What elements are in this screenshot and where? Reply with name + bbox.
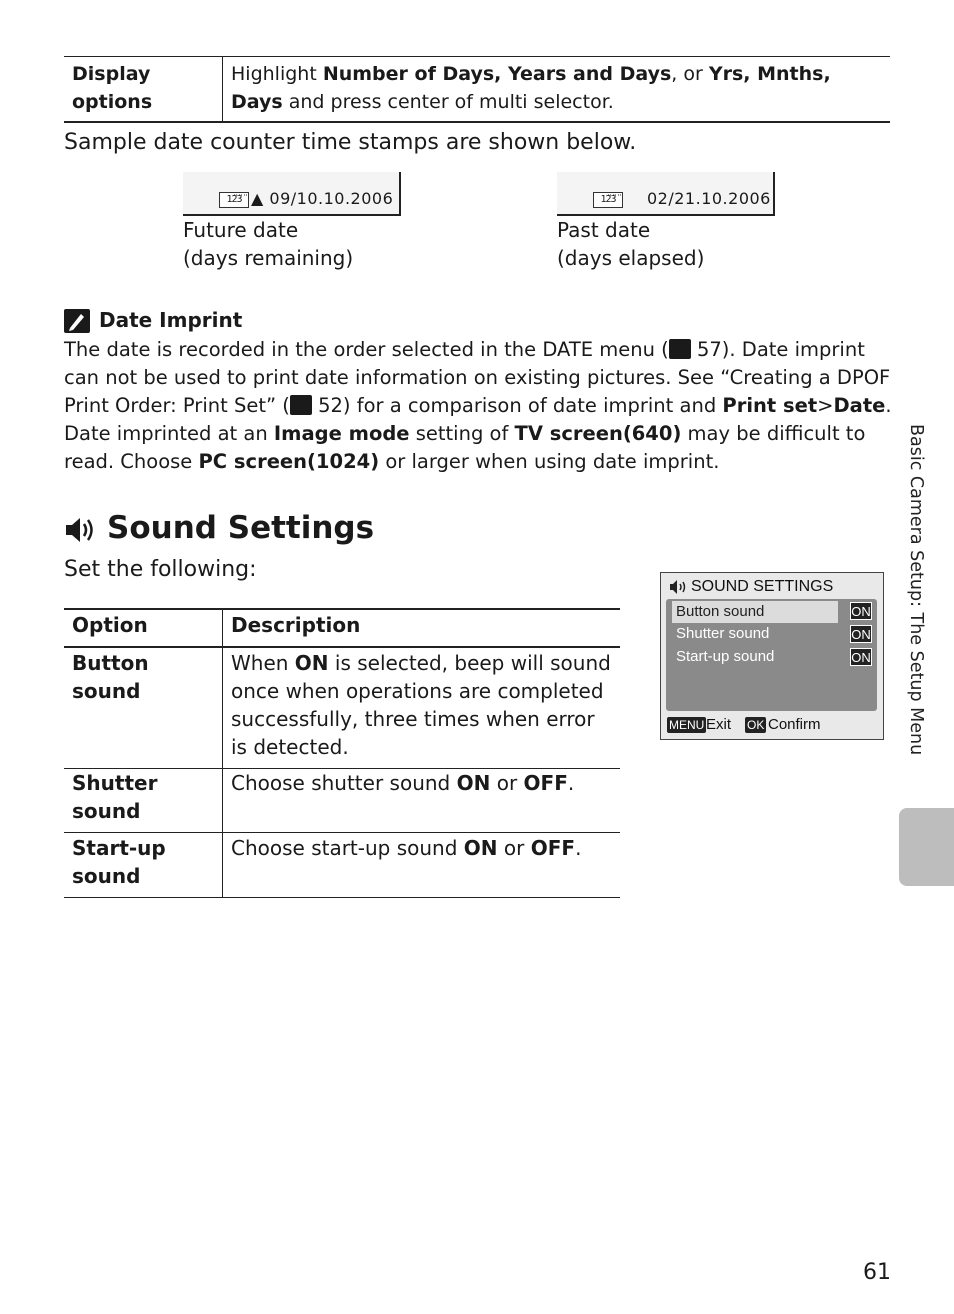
future-date-caption: Future date (days remaining) <box>183 218 354 270</box>
past-date-stamp <box>557 172 775 216</box>
settings-list <box>666 599 877 711</box>
future-date-stamp <box>183 172 401 216</box>
menu-item-shutter-sound[interactable]: Shutter sound <box>676 625 770 642</box>
page-number: 61 <box>863 1260 891 1285</box>
shutter-sound-value: ON <box>851 627 871 642</box>
date-counter-icon: 1̈2̈3̈ <box>219 192 249 208</box>
table-header <box>64 610 620 646</box>
table-row: Shutter sound Choose shutter sound ON or OFF. <box>72 771 575 823</box>
ok-button-badge[interactable]: OK <box>747 718 765 732</box>
menu-item-button-sound[interactable]: Button sound <box>672 601 838 623</box>
chapter-side-label: Basic Camera Setup: The Setup Menu <box>906 424 926 756</box>
display-options-label-cell <box>64 57 223 121</box>
header-description: Description <box>231 613 361 637</box>
page-ref-icon <box>290 395 312 415</box>
pencil-note-icon <box>64 309 90 333</box>
note-paragraph-1: The date is recorded in the order selected in the DATE menu ( 57). Date imprint can not be used to print date information on existing pictures. See “Creating a DPOF Print Order: Print Set” ( 52) for a comparison of date imprint and Print set>Date. <box>64 338 892 417</box>
section-title: Sound Settings <box>107 510 375 546</box>
header-option: Option <box>72 613 148 637</box>
confirm-label: Confirm <box>768 716 821 733</box>
camera-screen <box>660 572 884 740</box>
button-sound-value: ON <box>851 604 871 619</box>
chapter-tab <box>899 808 954 886</box>
sound-options-table <box>64 608 620 898</box>
table-row: Start-up sound Choose start-up sound ON or OFF. <box>72 836 582 888</box>
set-following-text: Set the following: <box>64 557 257 582</box>
startup-sound-value: ON <box>851 650 871 665</box>
table-row: Button sound When ON is selected, beep will sound once when operations are completed successfully, three times when error is detected. <box>72 651 611 759</box>
menu-button-badge[interactable]: MENU <box>669 718 705 732</box>
note-title: Date Imprint <box>99 308 243 332</box>
date-counter-icon: 1̈2̈3̈ <box>593 192 623 208</box>
sample-text: Sample date counter time stamps are shown below. <box>64 130 637 155</box>
speaker-icon <box>64 515 98 549</box>
screen-title: SOUND SETTINGS <box>691 578 834 595</box>
past-date-caption: Past date (days elapsed) <box>557 218 705 270</box>
past-date-value: 02/21.10.2006 <box>647 189 771 208</box>
menu-item-startup-sound[interactable]: Start-up sound <box>676 648 775 665</box>
future-date-value: ▲ 09/10.10.2006 <box>251 189 394 208</box>
display-options-table <box>64 56 890 123</box>
display-options-label: Display options <box>72 63 153 113</box>
exit-label: Exit <box>706 716 732 733</box>
speaker-icon <box>669 579 689 599</box>
chevron-right-icon <box>826 601 834 623</box>
note-paragraph-2: Date imprinted at an Image mode setting of TV screen(640) may be difficult to read. Choose PC screen(1024) or larger when using date imprint. <box>64 422 866 473</box>
page-ref-icon <box>669 339 691 359</box>
display-options-description: Highlight Number of Days, Years and Days, or Yrs, Mnths, Days and press center of multi selector. <box>231 63 831 113</box>
